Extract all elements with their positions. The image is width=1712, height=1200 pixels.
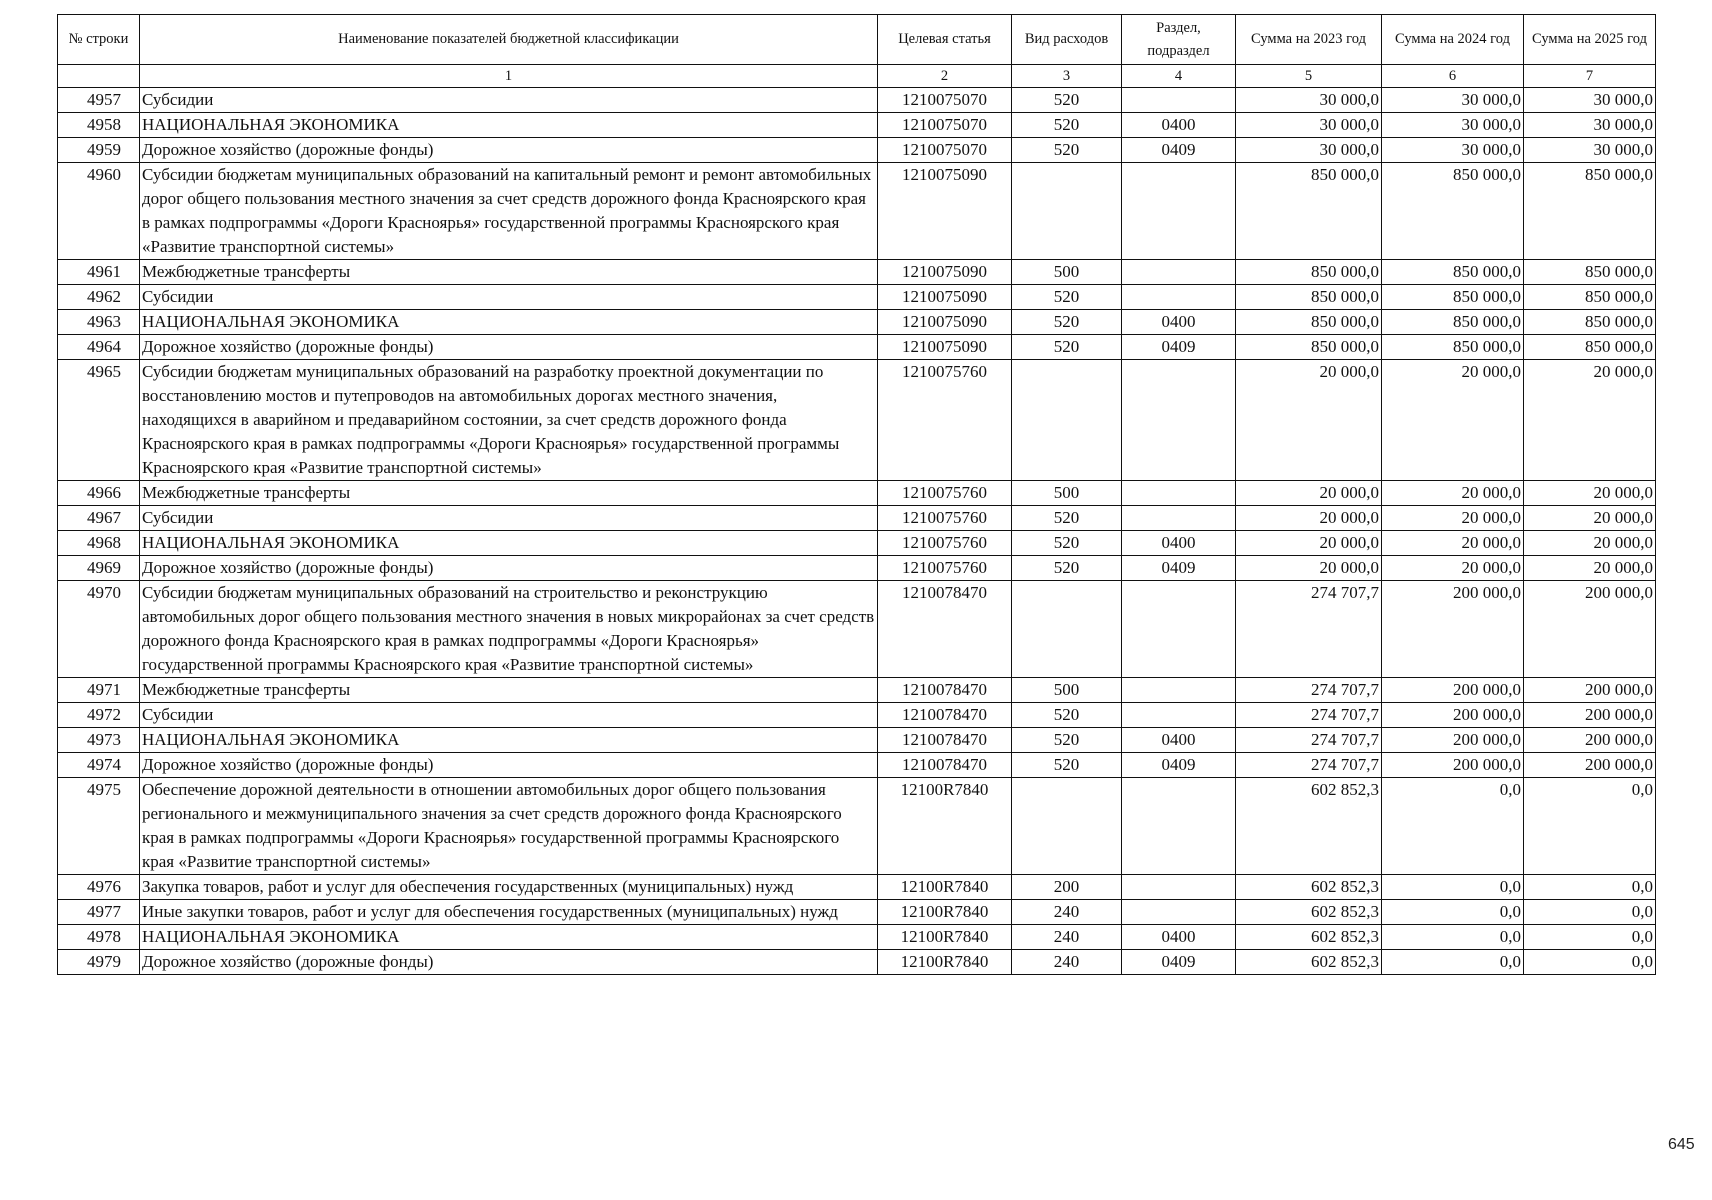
target-article-cell: 1210075070 — [878, 138, 1012, 163]
table-row — [58, 875, 1656, 900]
target-article-cell: 1210075070 — [878, 88, 1012, 113]
indicator-name-cell: Закупка товаров, работ и услуг для обеспечения государственных (муниципальных) нужд — [140, 875, 878, 900]
table-row — [58, 260, 1656, 285]
sum-2023-cell: 274 707,7 — [1236, 703, 1382, 728]
sum-2023-cell: 274 707,7 — [1236, 753, 1382, 778]
column-number: 5 — [1236, 65, 1382, 88]
sum-2025-cell: 850 000,0 — [1524, 335, 1656, 360]
target-article-cell: 12100R7840 — [878, 900, 1012, 925]
sum-2024-cell: 200 000,0 — [1382, 678, 1524, 703]
header-sum-2023: Сумма на 2023 год — [1236, 15, 1382, 65]
section-cell: 0409 — [1122, 950, 1236, 975]
target-article-cell: 1210075090 — [878, 335, 1012, 360]
row-number-cell: 4964 — [58, 335, 140, 360]
row-number-cell: 4967 — [58, 506, 140, 531]
sum-2025-cell: 850 000,0 — [1524, 260, 1656, 285]
budget-classification-table — [57, 14, 1656, 975]
table-row — [58, 531, 1656, 556]
sum-2024-cell: 30 000,0 — [1382, 138, 1524, 163]
sum-2025-cell: 20 000,0 — [1524, 531, 1656, 556]
target-article-cell: 1210075090 — [878, 285, 1012, 310]
row-number-cell: 4975 — [58, 778, 140, 875]
header-row-number: № строки — [58, 15, 140, 65]
row-number-cell: 4958 — [58, 113, 140, 138]
indicator-name-cell: Межбюджетные трансферты — [140, 678, 878, 703]
expense-type-cell — [1012, 360, 1122, 481]
indicator-name-cell: Дорожное хозяйство (дорожные фонды) — [140, 950, 878, 975]
row-number-cell: 4957 — [58, 88, 140, 113]
sum-2025-cell: 30 000,0 — [1524, 138, 1656, 163]
indicator-name-cell: Дорожное хозяйство (дорожные фонды) — [140, 753, 878, 778]
sum-2023-cell: 602 852,3 — [1236, 778, 1382, 875]
sum-2024-cell: 20 000,0 — [1382, 531, 1524, 556]
table-row — [58, 753, 1656, 778]
sum-2024-cell: 0,0 — [1382, 925, 1524, 950]
target-article-cell: 1210075090 — [878, 260, 1012, 285]
section-cell: 0409 — [1122, 556, 1236, 581]
sum-2024-cell: 200 000,0 — [1382, 581, 1524, 678]
column-number — [58, 65, 140, 88]
sum-2023-cell: 20 000,0 — [1236, 531, 1382, 556]
sum-2023-cell: 850 000,0 — [1236, 285, 1382, 310]
target-article-cell: 1210075760 — [878, 506, 1012, 531]
sum-2023-cell: 20 000,0 — [1236, 360, 1382, 481]
sum-2024-cell: 850 000,0 — [1382, 163, 1524, 260]
row-number-cell: 4966 — [58, 481, 140, 506]
row-number-cell: 4977 — [58, 900, 140, 925]
indicator-name-cell: НАЦИОНАЛЬНАЯ ЭКОНОМИКА — [140, 113, 878, 138]
sum-2025-cell: 850 000,0 — [1524, 310, 1656, 335]
sum-2024-cell: 850 000,0 — [1382, 310, 1524, 335]
column-number: 6 — [1382, 65, 1524, 88]
table-body — [58, 88, 1656, 975]
header-sum-2025: Сумма на 2025 год — [1524, 15, 1656, 65]
row-number-cell: 4979 — [58, 950, 140, 975]
sum-2023-cell: 850 000,0 — [1236, 163, 1382, 260]
section-cell: 0400 — [1122, 310, 1236, 335]
sum-2023-cell: 30 000,0 — [1236, 113, 1382, 138]
expense-type-cell: 520 — [1012, 310, 1122, 335]
table-row — [58, 581, 1656, 678]
sum-2025-cell: 20 000,0 — [1524, 360, 1656, 481]
section-cell — [1122, 581, 1236, 678]
section-cell — [1122, 778, 1236, 875]
sum-2024-cell: 850 000,0 — [1382, 260, 1524, 285]
target-article-cell: 12100R7840 — [878, 875, 1012, 900]
indicator-name-cell: НАЦИОНАЛЬНАЯ ЭКОНОМИКА — [140, 531, 878, 556]
sum-2025-cell: 0,0 — [1524, 875, 1656, 900]
expense-type-cell: 240 — [1012, 925, 1122, 950]
target-article-cell: 12100R7840 — [878, 925, 1012, 950]
row-number-cell: 4968 — [58, 531, 140, 556]
header-name: Наименование показателей бюджетной классификации — [140, 15, 878, 65]
indicator-name-cell: Субсидии — [140, 506, 878, 531]
expense-type-cell: 520 — [1012, 753, 1122, 778]
expense-type-cell: 240 — [1012, 900, 1122, 925]
sum-2024-cell: 20 000,0 — [1382, 506, 1524, 531]
sum-2025-cell: 200 000,0 — [1524, 753, 1656, 778]
sum-2024-cell: 0,0 — [1382, 778, 1524, 875]
table-row — [58, 335, 1656, 360]
indicator-name-cell: Дорожное хозяйство (дорожные фонды) — [140, 556, 878, 581]
column-number: 4 — [1122, 65, 1236, 88]
section-cell — [1122, 875, 1236, 900]
sum-2024-cell: 850 000,0 — [1382, 285, 1524, 310]
sum-2025-cell: 850 000,0 — [1524, 163, 1656, 260]
indicator-name-cell: Обеспечение дорожной деятельности в отношении автомобильных дорог общего пользования регионального и межмуниципального значения за счет средств дорожного фонда Красноярского края в рамках подпрограммы «Дороги Красноярья» государственной программы Красноярского края «Развитие транспортной системы» — [140, 778, 878, 875]
sum-2025-cell: 200 000,0 — [1524, 678, 1656, 703]
target-article-cell: 1210075760 — [878, 481, 1012, 506]
row-number-cell: 4970 — [58, 581, 140, 678]
sum-2024-cell: 0,0 — [1382, 950, 1524, 975]
table-row — [58, 285, 1656, 310]
sum-2023-cell: 602 852,3 — [1236, 950, 1382, 975]
sum-2024-cell: 0,0 — [1382, 900, 1524, 925]
column-number: 3 — [1012, 65, 1122, 88]
expense-type-cell: 500 — [1012, 678, 1122, 703]
indicator-name-cell: Субсидии — [140, 703, 878, 728]
expense-type-cell: 520 — [1012, 703, 1122, 728]
header-target-article: Целевая статья — [878, 15, 1012, 65]
header-row — [58, 15, 1656, 65]
expense-type-cell: 520 — [1012, 556, 1122, 581]
sum-2023-cell: 850 000,0 — [1236, 260, 1382, 285]
sum-2023-cell: 20 000,0 — [1236, 506, 1382, 531]
column-number: 1 — [140, 65, 878, 88]
sum-2024-cell: 200 000,0 — [1382, 728, 1524, 753]
target-article-cell: 1210078470 — [878, 678, 1012, 703]
table-row — [58, 506, 1656, 531]
sum-2025-cell: 850 000,0 — [1524, 285, 1656, 310]
expense-type-cell: 520 — [1012, 531, 1122, 556]
sum-2024-cell: 200 000,0 — [1382, 703, 1524, 728]
row-number-cell: 4974 — [58, 753, 140, 778]
table-row — [58, 360, 1656, 481]
target-article-cell: 1210078470 — [878, 753, 1012, 778]
indicator-name-cell: Субсидии — [140, 88, 878, 113]
table-row — [58, 950, 1656, 975]
sum-2023-cell: 602 852,3 — [1236, 925, 1382, 950]
sum-2025-cell: 20 000,0 — [1524, 481, 1656, 506]
target-article-cell: 1210078470 — [878, 581, 1012, 678]
sum-2024-cell: 200 000,0 — [1382, 753, 1524, 778]
target-article-cell: 1210075760 — [878, 360, 1012, 481]
target-article-cell: 1210078470 — [878, 703, 1012, 728]
indicator-name-cell: Межбюджетные трансферты — [140, 260, 878, 285]
header-section: Раздел, подраздел — [1122, 15, 1236, 65]
table-row — [58, 728, 1656, 753]
section-cell: 0409 — [1122, 138, 1236, 163]
sum-2025-cell: 200 000,0 — [1524, 581, 1656, 678]
row-number-cell: 4972 — [58, 703, 140, 728]
indicator-name-cell: Иные закупки товаров, работ и услуг для обеспечения государственных (муниципальных) нужд — [140, 900, 878, 925]
expense-type-cell: 520 — [1012, 728, 1122, 753]
row-number-cell: 4961 — [58, 260, 140, 285]
header-sum-2024: Сумма на 2024 год — [1382, 15, 1524, 65]
target-article-cell: 1210075070 — [878, 113, 1012, 138]
indicator-name-cell: Дорожное хозяйство (дорожные фонды) — [140, 335, 878, 360]
sum-2023-cell: 602 852,3 — [1236, 875, 1382, 900]
sum-2024-cell: 20 000,0 — [1382, 481, 1524, 506]
expense-type-cell: 520 — [1012, 113, 1122, 138]
indicator-name-cell: Субсидии бюджетам муниципальных образований на разработку проектной документации по восстановлению мостов и путепроводов на автомобильных дорогах местного значения, находящихся в аварийном и предаварийном состоянии, за счет средств дорожного фонда Красноярского края в рамках подпрограммы «Дороги Красноярья» государственной программы Красноярского края «Развитие транспортной системы» — [140, 360, 878, 481]
sum-2025-cell: 200 000,0 — [1524, 703, 1656, 728]
indicator-name-cell: Субсидии — [140, 285, 878, 310]
table-row — [58, 900, 1656, 925]
table-row — [58, 925, 1656, 950]
sum-2025-cell: 30 000,0 — [1524, 113, 1656, 138]
target-article-cell: 1210075090 — [878, 163, 1012, 260]
table-row — [58, 88, 1656, 113]
sum-2023-cell: 274 707,7 — [1236, 728, 1382, 753]
section-cell: 0409 — [1122, 335, 1236, 360]
indicator-name-cell: Дорожное хозяйство (дорожные фонды) — [140, 138, 878, 163]
column-number-row — [58, 65, 1656, 88]
target-article-cell: 1210078470 — [878, 728, 1012, 753]
section-cell — [1122, 163, 1236, 260]
row-number-cell: 4976 — [58, 875, 140, 900]
sum-2025-cell: 0,0 — [1524, 900, 1656, 925]
row-number-cell: 4960 — [58, 163, 140, 260]
expense-type-cell: 520 — [1012, 88, 1122, 113]
section-cell: 0400 — [1122, 531, 1236, 556]
sum-2023-cell: 850 000,0 — [1236, 310, 1382, 335]
sum-2025-cell: 20 000,0 — [1524, 506, 1656, 531]
sum-2025-cell: 200 000,0 — [1524, 728, 1656, 753]
section-cell: 0400 — [1122, 925, 1236, 950]
section-cell: 0400 — [1122, 113, 1236, 138]
column-number: 7 — [1524, 65, 1656, 88]
target-article-cell: 1210075090 — [878, 310, 1012, 335]
sum-2023-cell: 602 852,3 — [1236, 900, 1382, 925]
section-cell — [1122, 481, 1236, 506]
row-number-cell: 4959 — [58, 138, 140, 163]
sum-2024-cell: 20 000,0 — [1382, 360, 1524, 481]
indicator-name-cell: НАЦИОНАЛЬНАЯ ЭКОНОМИКА — [140, 925, 878, 950]
expense-type-cell — [1012, 163, 1122, 260]
sum-2025-cell: 0,0 — [1524, 925, 1656, 950]
expense-type-cell — [1012, 778, 1122, 875]
column-number: 2 — [878, 65, 1012, 88]
expense-type-cell: 500 — [1012, 481, 1122, 506]
section-cell — [1122, 678, 1236, 703]
header-expense-type: Вид расходов — [1012, 15, 1122, 65]
row-number-cell: 4962 — [58, 285, 140, 310]
section-cell — [1122, 88, 1236, 113]
sum-2023-cell: 30 000,0 — [1236, 138, 1382, 163]
sum-2023-cell: 274 707,7 — [1236, 581, 1382, 678]
sum-2024-cell: 30 000,0 — [1382, 88, 1524, 113]
sum-2025-cell: 0,0 — [1524, 778, 1656, 875]
sum-2023-cell: 30 000,0 — [1236, 88, 1382, 113]
indicator-name-cell: НАЦИОНАЛЬНАЯ ЭКОНОМИКА — [140, 310, 878, 335]
expense-type-cell: 520 — [1012, 335, 1122, 360]
sum-2024-cell: 30 000,0 — [1382, 113, 1524, 138]
section-cell — [1122, 285, 1236, 310]
indicator-name-cell: Межбюджетные трансферты — [140, 481, 878, 506]
table-row — [58, 778, 1656, 875]
row-number-cell: 4973 — [58, 728, 140, 753]
table-row — [58, 310, 1656, 335]
expense-type-cell: 520 — [1012, 138, 1122, 163]
section-cell — [1122, 506, 1236, 531]
row-number-cell: 4963 — [58, 310, 140, 335]
sum-2025-cell: 0,0 — [1524, 950, 1656, 975]
table-header — [58, 15, 1656, 88]
table-row — [58, 138, 1656, 163]
section-cell — [1122, 703, 1236, 728]
table-row — [58, 703, 1656, 728]
table-row — [58, 481, 1656, 506]
section-cell: 0409 — [1122, 753, 1236, 778]
sum-2023-cell: 274 707,7 — [1236, 678, 1382, 703]
section-cell: 0400 — [1122, 728, 1236, 753]
sum-2024-cell: 20 000,0 — [1382, 556, 1524, 581]
expense-type-cell: 240 — [1012, 950, 1122, 975]
sum-2024-cell: 850 000,0 — [1382, 335, 1524, 360]
row-number-cell: 4971 — [58, 678, 140, 703]
sum-2025-cell: 30 000,0 — [1524, 88, 1656, 113]
section-cell — [1122, 900, 1236, 925]
target-article-cell: 12100R7840 — [878, 950, 1012, 975]
indicator-name-cell: Субсидии бюджетам муниципальных образований на капитальный ремонт и ремонт автомобильных дорог общего пользования местного значения за счет средств дорожного фонда Красноярского края в рамках подпрограммы «Дороги Красноярья» государственной программы Красноярского края «Развитие транспортной системы» — [140, 163, 878, 260]
sum-2023-cell: 850 000,0 — [1236, 335, 1382, 360]
row-number-cell: 4965 — [58, 360, 140, 481]
row-number-cell: 4978 — [58, 925, 140, 950]
table-row — [58, 163, 1656, 260]
expense-type-cell: 200 — [1012, 875, 1122, 900]
row-number-cell: 4969 — [58, 556, 140, 581]
section-cell — [1122, 360, 1236, 481]
table-row — [58, 113, 1656, 138]
section-cell — [1122, 260, 1236, 285]
indicator-name-cell: НАЦИОНАЛЬНАЯ ЭКОНОМИКА — [140, 728, 878, 753]
expense-type-cell: 520 — [1012, 506, 1122, 531]
sum-2024-cell: 0,0 — [1382, 875, 1524, 900]
sum-2023-cell: 20 000,0 — [1236, 481, 1382, 506]
sum-2023-cell: 20 000,0 — [1236, 556, 1382, 581]
target-article-cell: 1210075760 — [878, 556, 1012, 581]
sum-2025-cell: 20 000,0 — [1524, 556, 1656, 581]
expense-type-cell — [1012, 581, 1122, 678]
indicator-name-cell: Субсидии бюджетам муниципальных образований на строительство и реконструкцию автомобильных дорог общего пользования местного значения в новых микрорайонах за счет средств дорожного фонда Красноярского края в рамках подпрограммы «Дороги Красноярья» государственной программы Красноярского края «Развитие транспортной системы» — [140, 581, 878, 678]
table-row — [58, 556, 1656, 581]
table-row — [58, 678, 1656, 703]
expense-type-cell: 500 — [1012, 260, 1122, 285]
page-number: 645 — [1668, 1136, 1695, 1153]
expense-type-cell: 520 — [1012, 285, 1122, 310]
target-article-cell: 1210075760 — [878, 531, 1012, 556]
target-article-cell: 12100R7840 — [878, 778, 1012, 875]
